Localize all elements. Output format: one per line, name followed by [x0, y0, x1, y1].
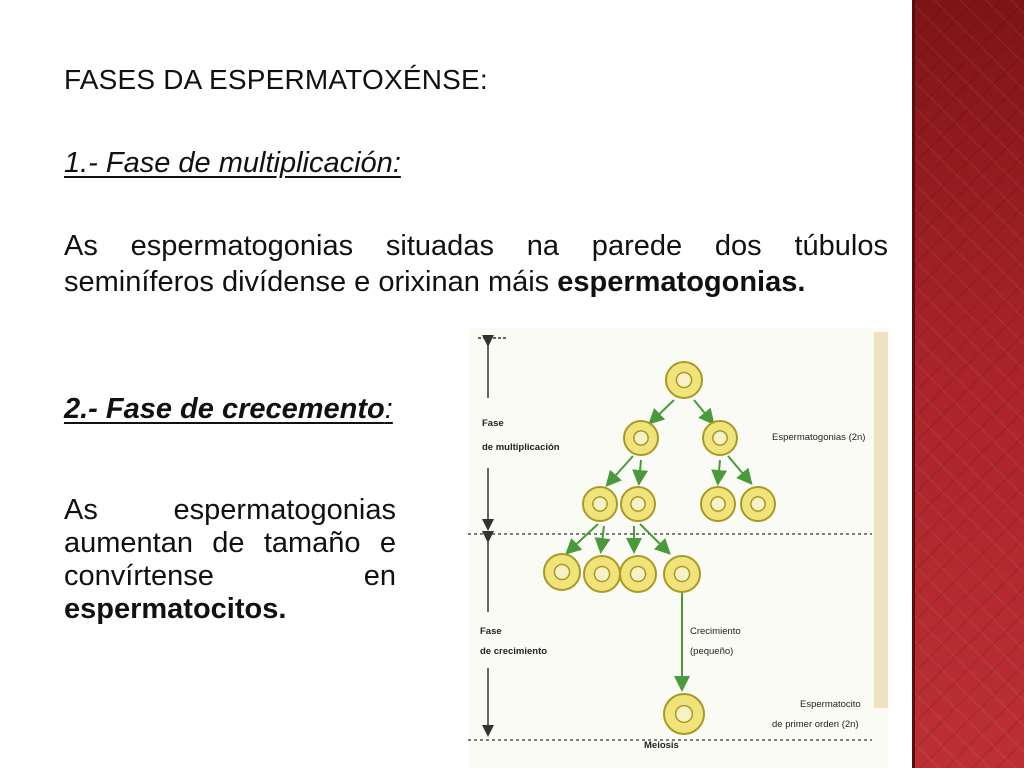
phase-2-label-2: de crecimiento	[480, 646, 548, 657]
spermatocyte-label: Espermatocito	[800, 699, 861, 710]
section-1-bold-term: espermatogonias.	[557, 266, 806, 298]
cell-nucleus	[674, 566, 689, 581]
section-2-bold-term: espermatocitos.	[64, 593, 287, 625]
spermatogenesis-diagram	[468, 328, 888, 768]
section-2-heading-text: 2.- Fase de crecemento	[64, 393, 385, 425]
cell-nucleus	[630, 566, 645, 581]
cell-nucleus	[713, 431, 727, 445]
section-1-text: As espermatogonias situadas na parede dos túbulos seminíferos divídense e orixinan máis	[64, 230, 888, 298]
section-1-heading: 1.- Fase de multiplicación:	[64, 147, 401, 179]
phase-2-label: Fase	[480, 626, 502, 637]
meiosis-label: Meiosis	[644, 740, 679, 751]
section-2-text: As espermatogonias aumentan de tamaño e convírtense en	[64, 494, 396, 592]
diagram-svg	[468, 328, 888, 768]
cell-nucleus	[751, 497, 765, 511]
growth-label: Crecimiento	[690, 626, 741, 637]
phase-1-label: Fase	[482, 418, 504, 429]
slide-title: FASES DA ESPERMATOXÉNSE:	[64, 64, 488, 95]
growth-label-2: (pequeño)	[690, 646, 734, 657]
cell-nucleus	[676, 706, 693, 723]
side-band-edge	[912, 0, 915, 768]
cell-nucleus	[554, 564, 569, 579]
spermatocyte-label-2: de primer orden (2n)	[772, 719, 859, 730]
section-2-heading	[64, 391, 393, 427]
section-2-paragraph	[64, 494, 396, 626]
diagram-right-strip	[874, 332, 888, 708]
section-2-heading-colon: :	[384, 393, 393, 425]
decorative-side-band	[912, 0, 1024, 768]
cell-nucleus	[711, 497, 725, 511]
cell-nucleus	[634, 431, 648, 445]
spermatogonia-label: Espermatogonias (2n)	[772, 432, 866, 443]
section-1-paragraph	[64, 228, 888, 300]
cell-nucleus	[594, 566, 609, 581]
cell-nucleus	[631, 497, 645, 511]
cell-nucleus	[676, 372, 691, 387]
phase-1-label-2: de multiplicación	[482, 442, 560, 453]
cell-nucleus	[593, 497, 607, 511]
